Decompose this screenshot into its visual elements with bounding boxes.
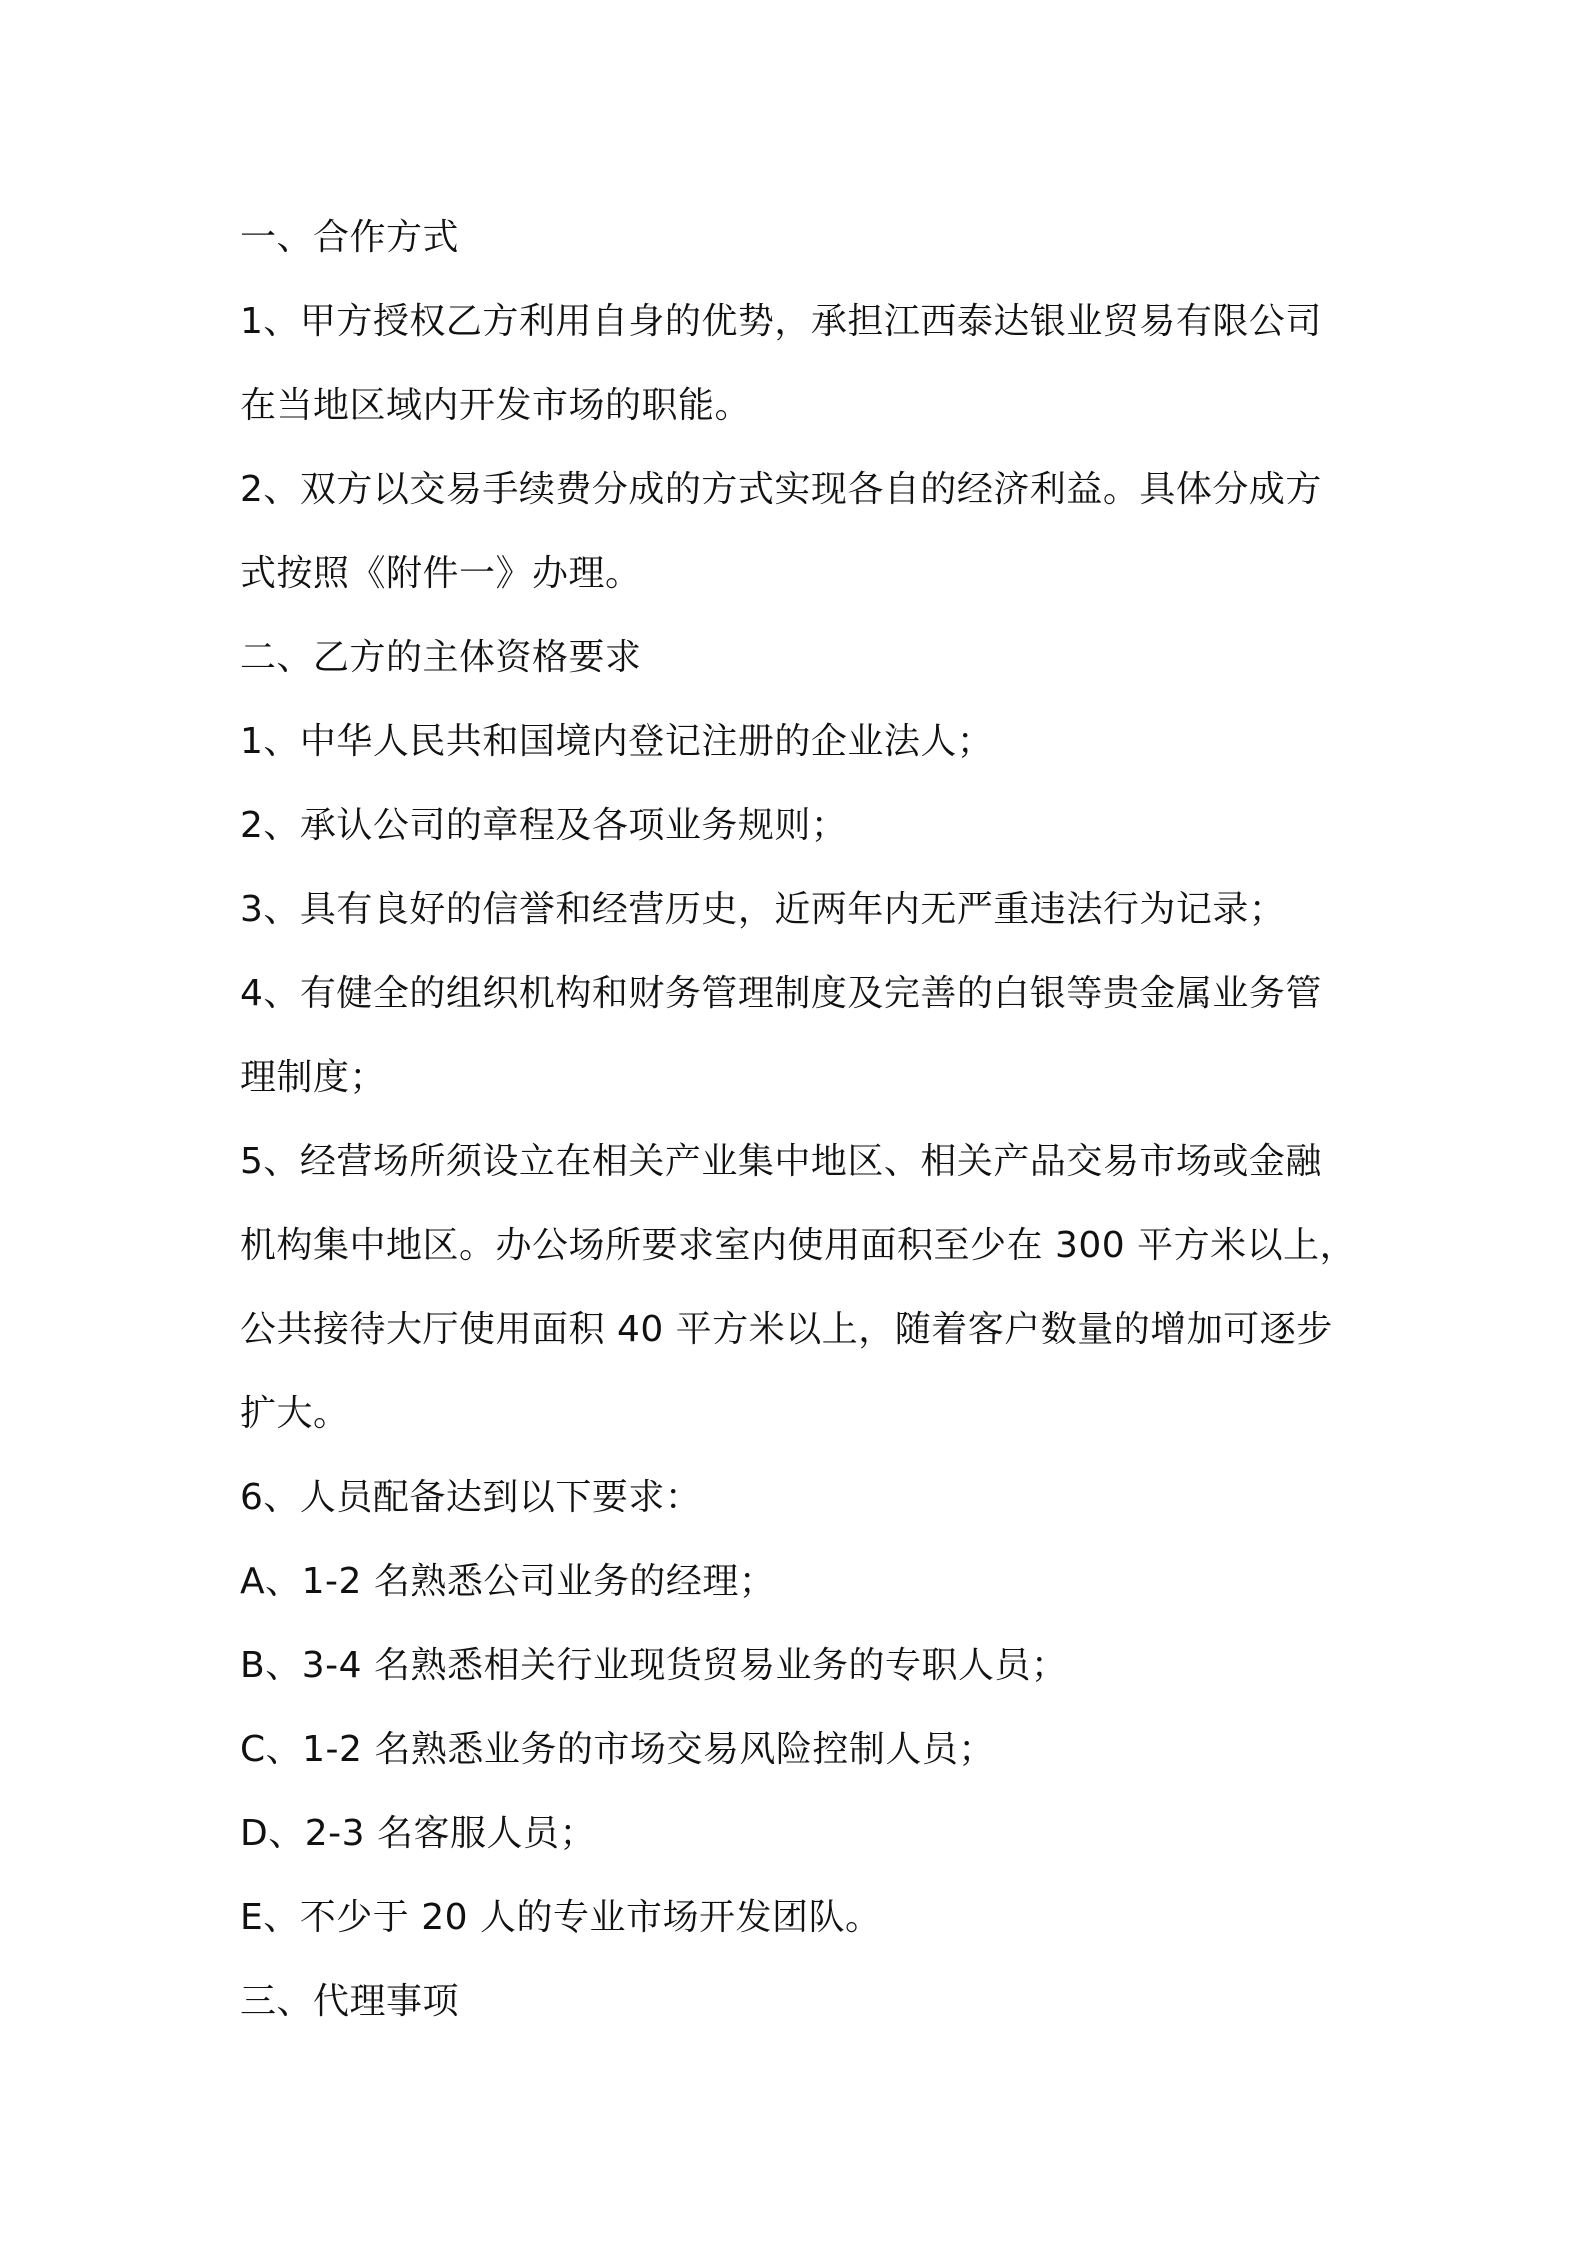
list-item: E、不少于 20 人的专业市场开发团队。 (240, 1897, 882, 1938)
paragraph-line: 4、有健全的组织机构和财务管理制度及完善的白银等贵金属业务管 (240, 973, 1322, 1014)
paragraph-line: 1、甲方授权乙方利用自身的优势，承担江西泰达银业贸易有限公司 (240, 301, 1322, 342)
list-item: C、1-2 名熟悉业务的市场交易风险控制人员； (240, 1729, 995, 1770)
section-heading-qualification: 二、乙方的主体资格要求 (240, 637, 642, 678)
paragraph-line: 2、双方以交易手续费分成的方式实现各自的经济利益。具体分成方 (240, 469, 1322, 510)
paragraph-line: 公共接待大厅使用面积 40 平方米以上，随着客户数量的增加可逐步 (240, 1309, 1333, 1350)
paragraph-line: 扩大。 (240, 1393, 350, 1434)
list-item: A、1-2 名熟悉公司业务的经理； (240, 1561, 776, 1602)
list-item: D、2-3 名客服人员； (240, 1813, 596, 1854)
section-heading-cooperation: 一、合作方式 (240, 217, 460, 258)
paragraph-line: 1、中华人民共和国境内登记注册的企业法人； (240, 721, 994, 762)
paragraph-line: 式按照《附件一》办理。 (240, 553, 642, 594)
paragraph-line: 2、承认公司的章程及各项业务规则； (240, 805, 848, 846)
paragraph-line: 3、具有良好的信誉和经营历史，近两年内无严重违法行为记录； (240, 889, 1286, 930)
list-item: B、3-4 名熟悉相关行业现货贸易业务的专职人员； (240, 1645, 1068, 1686)
paragraph-line: 理制度； (240, 1057, 387, 1098)
paragraph-line: 机构集中地区。办公场所要求室内使用面积至少在 300 平方米以上， (240, 1225, 1357, 1266)
paragraph-line: 在当地区域内开发市场的职能。 (240, 385, 752, 426)
paragraph-line: 5、经营场所须设立在相关产业集中地区、相关产品交易市场或金融 (240, 1141, 1322, 1182)
section-heading-agency: 三、代理事项 (240, 1981, 460, 2022)
paragraph-line: 6、人员配备达到以下要求： (240, 1477, 702, 1518)
document-body (240, 196, 1366, 2044)
